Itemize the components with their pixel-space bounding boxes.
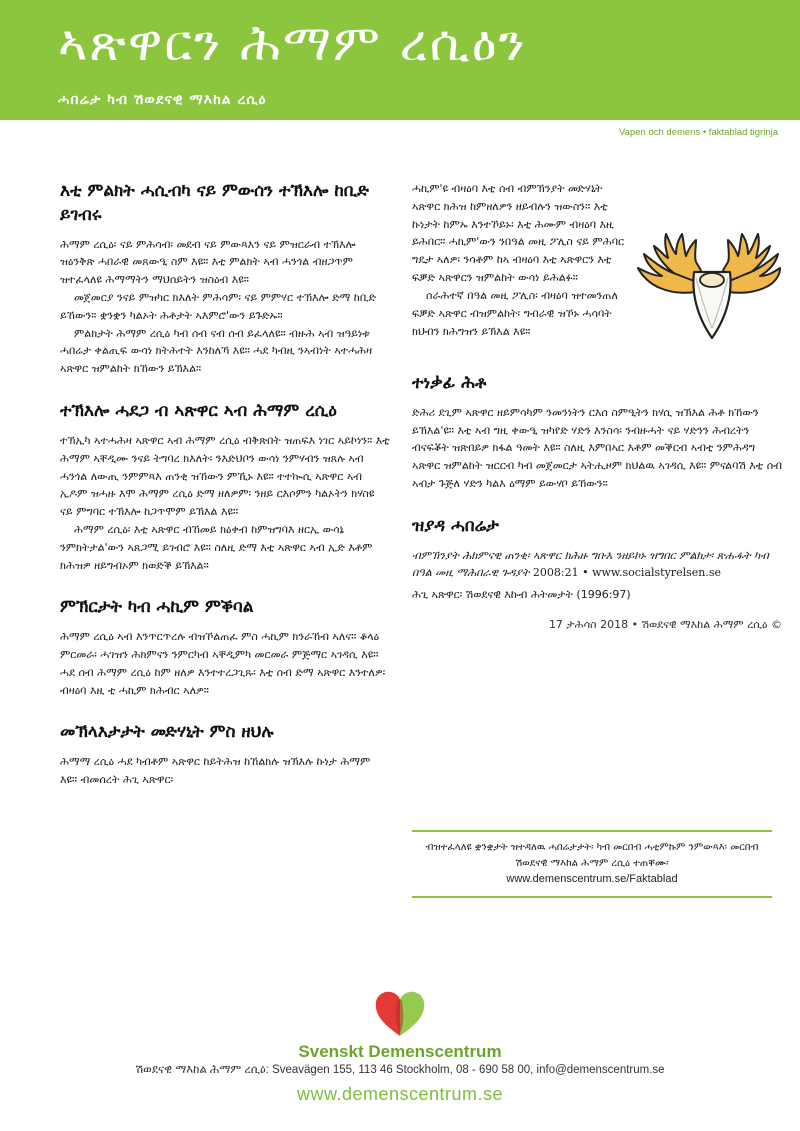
section-medical-continued <box>412 180 782 350</box>
reference-item: ሕጊ ኣጽዋር፡ ሽወደናዊ እኩብ ሕትመታት (1996:97) <box>412 588 631 602</box>
left-column <box>60 180 390 811</box>
page-subtitle: ሓበሬታ ካብ ሽወደናዊ ማእከል ረሲዕ <box>58 92 267 108</box>
section-heading: ተኽእሎ ሓደጋ ብ ኣጽዋር ኣብ ሕማም ረሲዕ <box>60 401 337 422</box>
logo <box>0 988 800 1062</box>
section-sensitive-question <box>412 372 782 493</box>
page-title: ኣጽዋርን ሕማም ረሲዕን <box>58 14 527 72</box>
moose-antler-illustration <box>634 228 782 346</box>
section-medical-obstacles <box>60 721 390 788</box>
info-box <box>412 830 772 898</box>
date-line: 17 ታሕሳስ 2018 • ሽወደናዊ ማእከል ሕማም ረሲዕ © <box>548 618 782 632</box>
paragraph: ተኽኢካ ኣተሓሕዛ ኣጽዋር ኣብ ሕማም ረሲዕ ብቅጽበት ዝጠፍእ ነገር ኣይኮነን። እቲ ሕማም ኣቐዲሙ ንናይ ትግባረ ክእለት፡ ንእድህቦን ውሳነ ንምሃብን ዝጸሉ ኣብ ሓንጎል ለውጢ ንምምጻእ ጠንቂ ዝኸውን ምኺኑ እዩ። ተተኲሲ ኣጽዋር ኣብ ኢዶም ዝሓዙ እሞ ሕማም ረሲዕ ድማ ዘለዎም፡ ንዘይ ርእሶምን ካልኦትን ክሃስዩ ናይ ምግባር ተኽእሎ ከጋጥሞም ይኽእል እዩ። <box>60 433 390 519</box>
section-heading: ምኽርታት ካብ ሓኪም ምቕባል <box>60 597 254 618</box>
section-heading: እቲ ምልክት ሓሲብካ ናይ ምውሰን ተኽእሎ ከቢድ ይገብሩ <box>60 181 369 225</box>
right-column <box>412 180 782 654</box>
paragraph: ሕማም ረሲዕ፡ እቲ ኣጽዋር ብኸመይ ክዕቀብ ከምዝግባእ ዘርኢ ውሳኔ ንምክትታል'ውን ኣጸጋሚ ይገብሮ እዩ። ስለዚ ድማ እቲ ኣጽዋር ኣብ ኢድ እቶም ክሕዝዎ ዘይግብኦም ክወድቕ ይኽእል። <box>60 522 373 572</box>
faktablad-link[interactable]: www.demenscentrum.se/Faktablad <box>506 873 678 885</box>
section-doctor <box>60 596 390 699</box>
section-heading: መኽላእታታት መድሃኒት ምስ ዘህሉ <box>60 722 274 743</box>
reference-title: ብምኽንያት ሕክምናዊ ጠንቂ፡ ኣጽዋር ክሕዙ ግቡእ ንዘይኮኑ ዝግበር ምልክታ፡ ጽሑፋት ካብ በዓል መዚ ማሕበራዊ ጉዳያት <box>412 548 769 580</box>
footer-website-link[interactable]: www.demenscentrum.se <box>296 1084 504 1104</box>
reference-item <box>412 547 782 583</box>
paragraph: ሕማማ ረሲዕ ሓደ ካብቶም ኣጽዋር ከይትሕዝ ከኸልክሉ ዝኽእሉ ኩነታ ሕማም እዩ። ብመሰረት ሕጊ ኣጽዋር፡ <box>60 755 371 787</box>
organization-name: Svenskt Demenscentrum <box>298 1042 502 1061</box>
paragraph: ድሕሪ ደጊም ኣጽዋር ዘይምሳካም ንመንነትን ርእሰ ስምዒትን ክሃሲ ዝኽእል ሕቶ ክኸውን ይኽእል'ዩ። እቲ ኣብ ግዚ ቀውዒ ዝካየድ ሃድን እንስሳ፡ ንብዙሓት ናይ ሃድንን ሕብረትን ብናፍቖት ዝጽበይዎ ክፋል ዓመት እዩ። ስለዚ እምበኣር እቶም መቕርብ ኣብቲ ንምሕዳግ ኣጽዋር ዝምልከት ዝርርብ ካብ መጀመርታ ኣትሒዞም ክህልዉ ኣገዳሲ እዩ። ምናልባሽ እቲ ሰብ ኣብታ ጉጅለ ሃድን ካልእ ዕማም ይውሃቦ ይኸውን። <box>412 405 782 491</box>
section-references <box>412 515 782 632</box>
reference-link[interactable]: 2008:21 • www.socialstyrelsen.se <box>532 566 721 580</box>
section-risk <box>60 400 390 574</box>
info-text: ብዝተፈላለዩ ቋንቋታት ዝተዳለዉ ሓበሬታታት፡ ካብ መርበብ ሓቲምኩም ንምውጻእ፡ መርበብ ሽወደናዊ ማእከል ሕማም ረሲዕ ተጠቐሙ፡ <box>425 842 759 869</box>
paragraph: ምልክታት ሕማም ረሲዕ ካብ ሰብ ናብ ሰብ ይፈላለዩ። ብዙሕ ኣብ ዝዓይነቱ ሓበሬታ ቀልጢፍ ውሳነ ክትሕተት እንከለኻ እዩ። ሓደ ካብዚ ንኣብነት ኣተሓሕዛ ኣጽዋር ዝምልከት ክኸውን ይኽእል። <box>60 326 373 376</box>
header-banner <box>0 0 800 120</box>
paragraph: ሕማም ረሲዕ ኣብ እንጥርጥረሉ ብዝኾልጠፈ ምስ ሓኪም ክንራኸብ ኣለና። ቆላዕ ምርመራ፡ ሓገዝን ሕክምናን ንምርካብ ኣቐዲምካ መርመራ ምጅማር ኣገዳሲ እዩ። ሓደ ሰብ ሕማም ረሲዕ ከም ዘለዎ እንተተረጋጊጹ፡ እቲ ሰብ ድማ ኣጽዋር እንተለዎ፡ ብዛዕባ እዚ ቲ ሓኪም ክሕብር ኣለዎ። <box>60 630 386 697</box>
paragraph: ሓኪም'ዩ ብዛዕባ እቲ ሰብ ብምኽንያት መድሃኒት ኣጽዋር ክሕዝ ከምዘለዎን ዘይብሉን ዝውስን። እቲ ኩነታት ከምኡ እንተኾይኑ፡ እቲ ሕሙም ብዛዕባ እዚ ይሕበር። ሓኪም'ውን ንበዓል መዚ ፖሊስ ናይ ምሕባር ግዴታ ኣለዎ፡ ንሳቶም ከኣ ብዛዕባ እቲ ኣጽዋርን እቲ ፍቓድ ኣጽዋርን ዝምልከት ውሳነ ይሕልፉ። <box>412 182 625 285</box>
paragraph: ሰራሕተኛ በዓል መዚ ፖሊስ፡ ብዛዕባ ዝተመንጠለ ፍቓድ ኣጽዋር ብዝምልከት፡ ግብራዊ ዝኾኑ ሓሳባት ክህብን ክሕግዝን ይኽእል እዩ። <box>412 288 618 338</box>
section-heading: ተነቃፊ ሕቶ <box>412 373 487 393</box>
heart-logo-icon <box>372 988 428 1038</box>
section-heading: ዝያዳ ሓበሬታ <box>412 515 499 536</box>
footer-address: ሽወደናዊ ማእከል ሕማም ረሲዕ: Sveavägen 155, 113 46 Stockholm, 08 - 690 58 00, info@demenscentrum.se <box>135 1064 665 1076</box>
tagline: Vapen och demens • faktablad tigrinja <box>619 127 778 138</box>
section-symptoms <box>60 180 390 378</box>
paragraph: ሕማም ረሲዕ፡ ናይ ምሕሳብ፡ መደብ ናይ ምውጻእን ናይ ምዝርራብ ተኽእሎ ዝዕንቅጽ ሓበራዊ መጸውዒ ስም እዩ። እቲ ምልክት ኣብ ሓንጎል ብዘጋጥም ዝተፈላለዩ ሕማማትን ማህሰይትን ዝስዕብ እዩ። <box>60 237 356 287</box>
paragraph: መጀመርያ ንናይ ምዝካር ክእለት ምሕሳም፡ ናይ ምምሃር ተኽእሎ ድማ ከቢድ ይኸውን። ቋንቋን ካልኦት ሕቶታት ኣእምሮ'ውን ይጉድኡ። <box>60 291 377 322</box>
